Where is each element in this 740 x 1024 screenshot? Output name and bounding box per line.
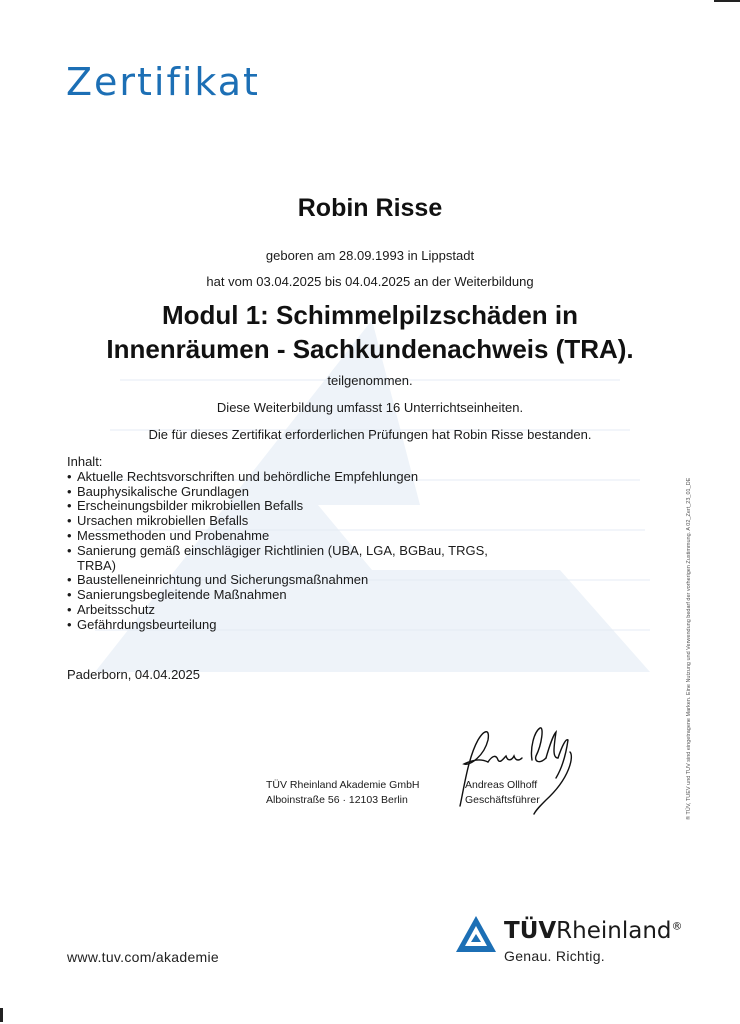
recipient-name: Robin Risse bbox=[297, 194, 443, 222]
signer-block bbox=[465, 778, 540, 808]
course-title bbox=[0, 298, 740, 366]
brand-claim: Genau. Richtig. bbox=[504, 948, 605, 964]
content-section bbox=[67, 455, 507, 633]
exam-line: Die für dieses Zertifikat erforderlichen Prüfungen hat Robin Risse bestanden. bbox=[148, 427, 592, 442]
birth-line: geboren am 28.09.1993 in Lippstadt bbox=[265, 248, 475, 263]
place-date: Paderborn, 04.04.2025 bbox=[67, 667, 200, 682]
trademark-note: ® TÜV, TUEV und TUV sind eingetragene Marken. Eine Nutzung und Verwendung bedarf der vorherigen Zustimmung. A 02_Zert_23_01_DE bbox=[686, 477, 692, 820]
brand-bold: TÜV bbox=[504, 918, 557, 944]
corner-mark bbox=[714, 0, 740, 2]
signer-role: Geschäftsführer bbox=[465, 794, 540, 806]
participated-line: teilgenommen. bbox=[327, 373, 413, 388]
content-list bbox=[67, 470, 507, 633]
course-title-line1: Modul 1: Schimmelpilzschäden in bbox=[161, 300, 579, 330]
list-item: • Bauphysikalische Grundlagen bbox=[67, 485, 507, 500]
list-item: • Sanierung gemäß einschlägiger Richtlinien (UBA, LGA, BGBau, TRGS, TRBA) bbox=[67, 544, 507, 574]
tuv-triangle-icon bbox=[454, 914, 498, 954]
list-item: • Baustelleneinrichtung und Sicherungsmaßnahmen bbox=[67, 573, 507, 588]
edge-mark bbox=[0, 1008, 3, 1022]
registered-mark: ® bbox=[671, 919, 683, 933]
list-item: • Messmethoden und Probenahme bbox=[67, 529, 507, 544]
certificate-title: Zertifikat bbox=[66, 60, 260, 104]
list-item: • Ursachen mikrobiellen Befalls bbox=[67, 514, 507, 529]
tuv-rheinland-logo bbox=[454, 912, 683, 972]
content-heading: Inhalt: bbox=[67, 454, 103, 469]
list-item: • Sanierungsbegleitende Maßnahmen bbox=[67, 588, 507, 603]
list-item: • Aktuelle Rechtsvorschriften und behördliche Empfehlungen bbox=[67, 470, 507, 485]
units-line: Diese Weiterbildung umfasst 16 Unterrichtseinheiten. bbox=[216, 400, 524, 415]
issuer-address: Alboinstraße 56 · 12103 Berlin bbox=[266, 794, 408, 806]
list-item: • Arbeitsschutz bbox=[67, 603, 507, 618]
list-item: • Erscheinungsbilder mikrobiellen Befalls bbox=[67, 499, 507, 514]
brand-rest: Rheinland bbox=[556, 918, 672, 944]
period-line: hat vom 03.04.2025 bis 04.04.2025 an der Weiterbildung bbox=[206, 274, 534, 289]
brand-name bbox=[504, 918, 683, 944]
list-item: • Gefährdungsbeurteilung bbox=[67, 618, 507, 633]
issuer-name: TÜV Rheinland Akademie GmbH bbox=[266, 779, 420, 791]
signer-name: Andreas Ollhoff bbox=[465, 779, 538, 791]
issuer-block bbox=[266, 778, 420, 808]
website-text: www.tuv.com/akademie bbox=[67, 949, 220, 965]
course-title-line2: Innenräumen - Sachkundenachweis (TRA). bbox=[106, 334, 634, 364]
